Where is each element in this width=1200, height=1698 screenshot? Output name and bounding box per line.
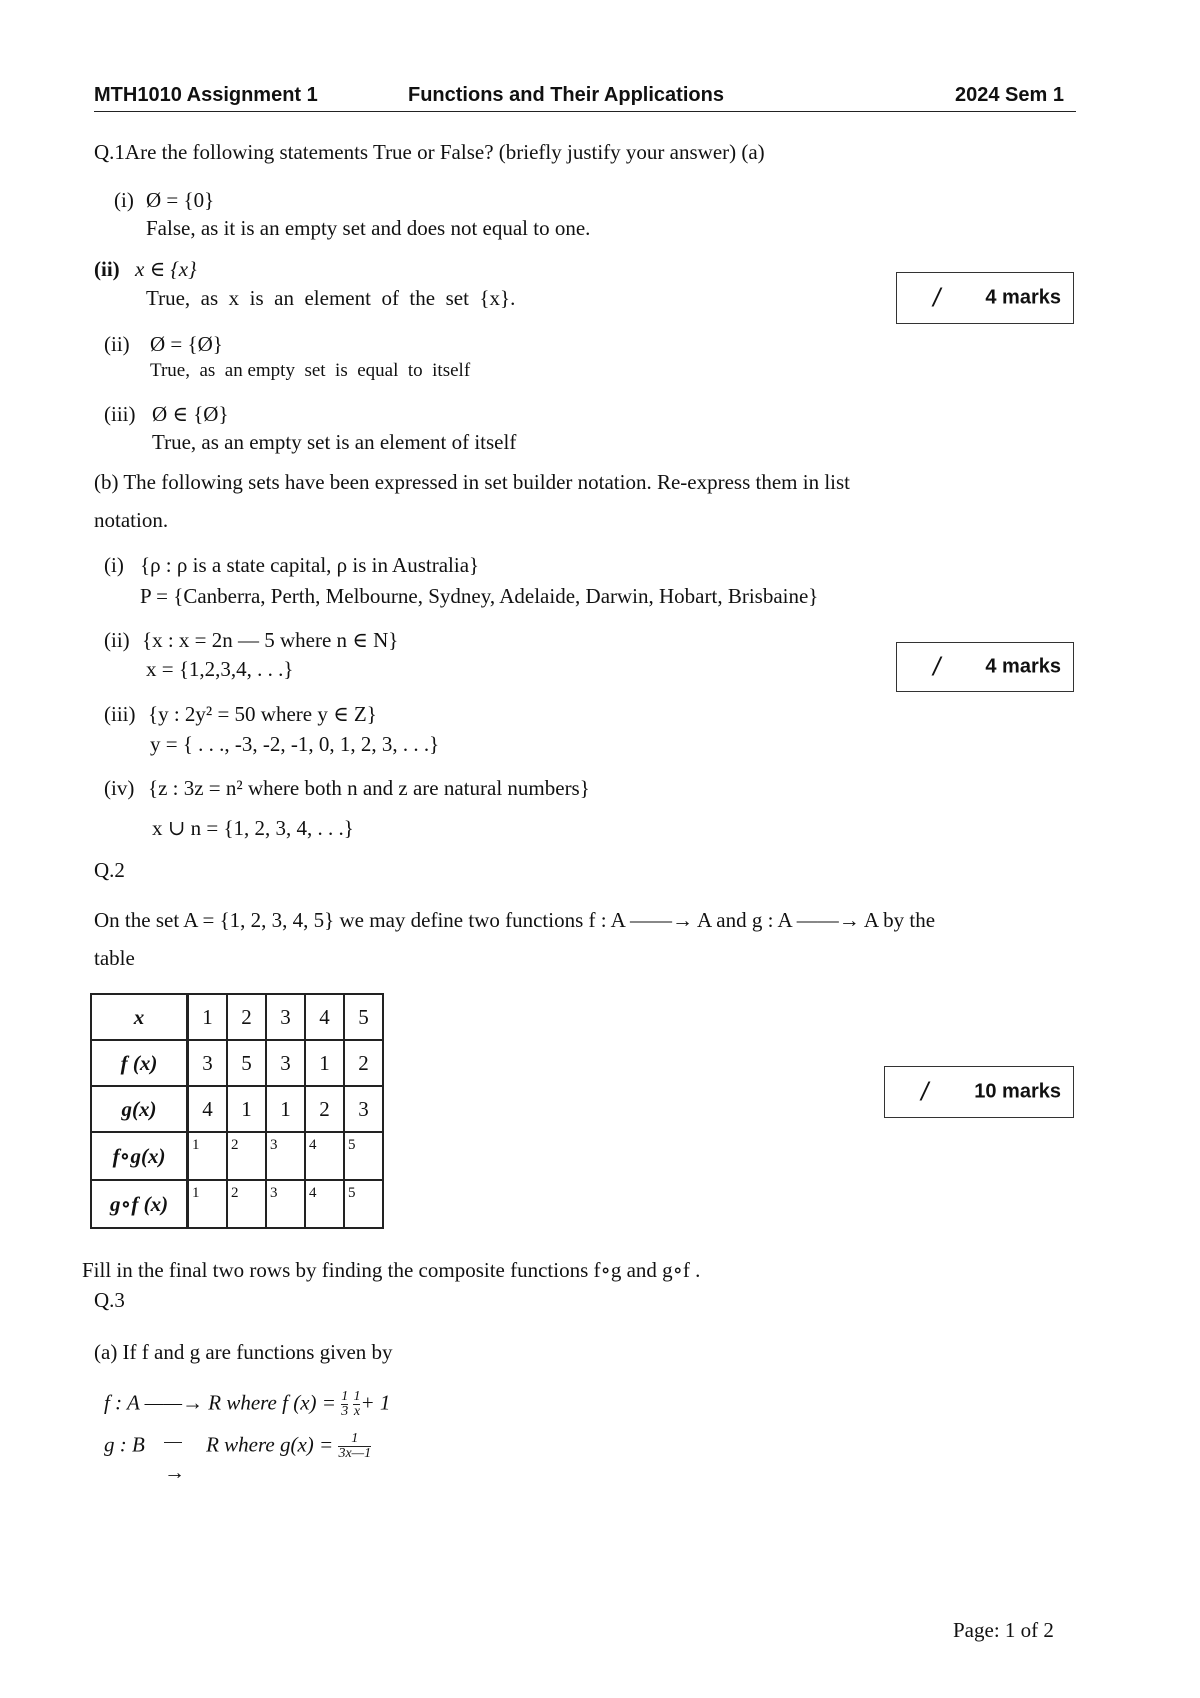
q1b-iii-label: (iii)	[104, 702, 136, 726]
table-cell[interactable]: 1	[188, 1180, 228, 1228]
table-row-header: g∘f (x)	[91, 1180, 188, 1228]
q1b-i-statement: {ρ : ρ is a state capital, ρ is in Australia}	[140, 553, 480, 577]
table-cell: 3	[344, 1086, 383, 1132]
table-cell[interactable]: 2	[227, 1180, 266, 1228]
marks-slash: /	[921, 1076, 929, 1107]
f-def-suffix: + 1	[360, 1390, 391, 1415]
q1a-iv-label: (iii)	[104, 402, 136, 426]
table-cell: 4	[188, 1086, 228, 1132]
table-cell: 4	[305, 994, 344, 1040]
q1a-marks-box	[896, 272, 1074, 324]
q1b-i-answer: P = {Canberra, Perth, Melbourne, Sydney, Adelaide, Darwin, Hobart, Brisbaine}	[140, 584, 819, 608]
q1b-ii-statement: {x : x = 2n — 5 where n ∈ N}	[142, 628, 399, 652]
q1a-iv-answer: True, as an empty set is an element of itself	[152, 430, 517, 454]
table-cell: 3	[266, 994, 305, 1040]
g-def-prefix: g : B	[104, 1432, 145, 1457]
q1b-marks-box	[896, 642, 1074, 692]
q1a-i-answer: False, as it is an empty set and does not equal to one.	[146, 216, 591, 240]
f-def-prefix: f : A ——→ R where f (x) =	[104, 1390, 342, 1415]
table-row-header: x	[91, 994, 188, 1040]
g-frac-den: 3x—1	[338, 1446, 372, 1461]
table-row	[91, 1040, 383, 1086]
q1b-ii-answer: x = {1,2,3,4, . . .}	[146, 657, 294, 681]
g-fraction	[338, 1432, 371, 1461]
q2-marks-box	[884, 1066, 1074, 1118]
g-arrow-bar	[164, 1442, 182, 1443]
document-title: Functions and Their Applications	[408, 84, 724, 106]
semester: 2024 Sem 1	[955, 84, 1064, 106]
table-cell: 1	[266, 1086, 305, 1132]
f-frac1-num: 1	[341, 1389, 349, 1404]
table-cell: 2	[227, 994, 266, 1040]
q1a-iii-label: (ii)	[104, 332, 130, 356]
q1a-i-label: (i)	[114, 188, 134, 212]
table-row	[91, 1132, 383, 1180]
table-cell[interactable]: 3	[266, 1180, 305, 1228]
q1a-marks: 4 marks	[985, 286, 1061, 309]
table-row-header: f (x)	[91, 1040, 188, 1086]
function-table	[90, 993, 384, 1229]
q1a-iv-statement: Ø ∈ {Ø}	[152, 402, 229, 426]
q1b-intro: (b) The following sets have been expressed in set builder notation. Re-express them in list	[94, 470, 851, 494]
header-rule	[94, 111, 1076, 112]
q1b-i-label: (i)	[104, 553, 124, 577]
course-code: MTH1010 Assignment 1	[94, 84, 318, 106]
table-cell[interactable]: 4	[305, 1180, 344, 1228]
table-cell: 5	[344, 994, 383, 1040]
table-cell: 3	[188, 1040, 228, 1086]
q3-heading: Q.3	[94, 1288, 125, 1312]
q1a-ii-statement: x ∈ {x}	[135, 257, 197, 281]
q1a-ii-answer: True, as x is an element of the set {x}.	[146, 286, 516, 310]
table-cell: 1	[305, 1040, 344, 1086]
table-row-header: f∘g(x)	[91, 1132, 188, 1180]
f-frac2-num: 1	[353, 1389, 361, 1404]
q2-marks: 10 marks	[974, 1080, 1061, 1103]
table-cell[interactable]: 5	[344, 1180, 383, 1228]
q1b-iv-statement: {z : 3z = n² where both n and z are natural numbers}	[148, 776, 590, 800]
q1b-ii-label: (ii)	[104, 628, 130, 652]
q1b-iv-label: (iv)	[104, 776, 135, 800]
table-row-header: g(x)	[91, 1086, 188, 1132]
f-frac2-den: x	[353, 1404, 361, 1419]
q3a-intro: (a) If f and g are functions given by	[94, 1340, 393, 1364]
table-cell: 1	[188, 994, 228, 1040]
q1b-iv-answer: x ∪ n = {1, 2, 3, 4, . . .}	[152, 816, 354, 840]
q2-instruction: Fill in the final two rows by finding the composite functions f∘g and g∘f .	[82, 1258, 701, 1282]
table-row	[91, 994, 383, 1040]
q2-intro: On the set A = {1, 2, 3, 4, 5} we may define two functions f : A ——→ A and g : A ——→ A by the	[94, 908, 936, 932]
g-def-mid: R where g(x) =	[206, 1432, 339, 1457]
table-cell[interactable]: 3	[266, 1132, 305, 1180]
q2-heading: Q.2	[94, 858, 125, 882]
marks-slash: /	[933, 282, 941, 313]
q1-prompt: Q.1Are the following statements True or False? (briefly justify your answer) (a)	[94, 140, 765, 164]
table-cell[interactable]: 2	[227, 1132, 266, 1180]
q1a-i-statement: Ø = {0}	[146, 188, 215, 212]
table-cell: 2	[305, 1086, 344, 1132]
table-cell[interactable]: 4	[305, 1132, 344, 1180]
table-row	[91, 1086, 383, 1132]
q1b-marks: 4 marks	[985, 655, 1061, 678]
q1a-iii-answer: True, as an empty set is equal to itself	[150, 360, 471, 381]
f-fraction-one-third	[341, 1390, 348, 1419]
q3-g-definition	[104, 1432, 371, 1461]
marks-slash: /	[933, 651, 941, 682]
page-number: Page: 1 of 2	[953, 1618, 1054, 1642]
g-frac-num: 1	[351, 1431, 359, 1446]
q1a-iii-statement: Ø = {Ø}	[150, 332, 223, 356]
q1b-iii-statement: {y : 2y² = 50 where y ∈ Z}	[148, 702, 377, 726]
table-cell[interactable]: 1	[188, 1132, 228, 1180]
table-cell: 5	[227, 1040, 266, 1086]
table-cell: 3	[266, 1040, 305, 1086]
table-cell[interactable]: 5	[344, 1132, 383, 1180]
q3-f-definition	[104, 1390, 390, 1419]
g-arrow: →	[164, 1460, 185, 1484]
q1b-iii-answer: y = { . . ., -3, -2, -1, 0, 1, 2, 3, . . .}	[150, 732, 440, 756]
f-frac1-den: 3	[341, 1404, 349, 1419]
q2-intro-cont: table	[94, 946, 135, 970]
table-row	[91, 1180, 383, 1228]
table-cell: 1	[227, 1086, 266, 1132]
table-cell: 2	[344, 1040, 383, 1086]
q1b-intro-cont: notation.	[94, 508, 169, 532]
q1a-ii-label: (ii)	[94, 257, 120, 281]
